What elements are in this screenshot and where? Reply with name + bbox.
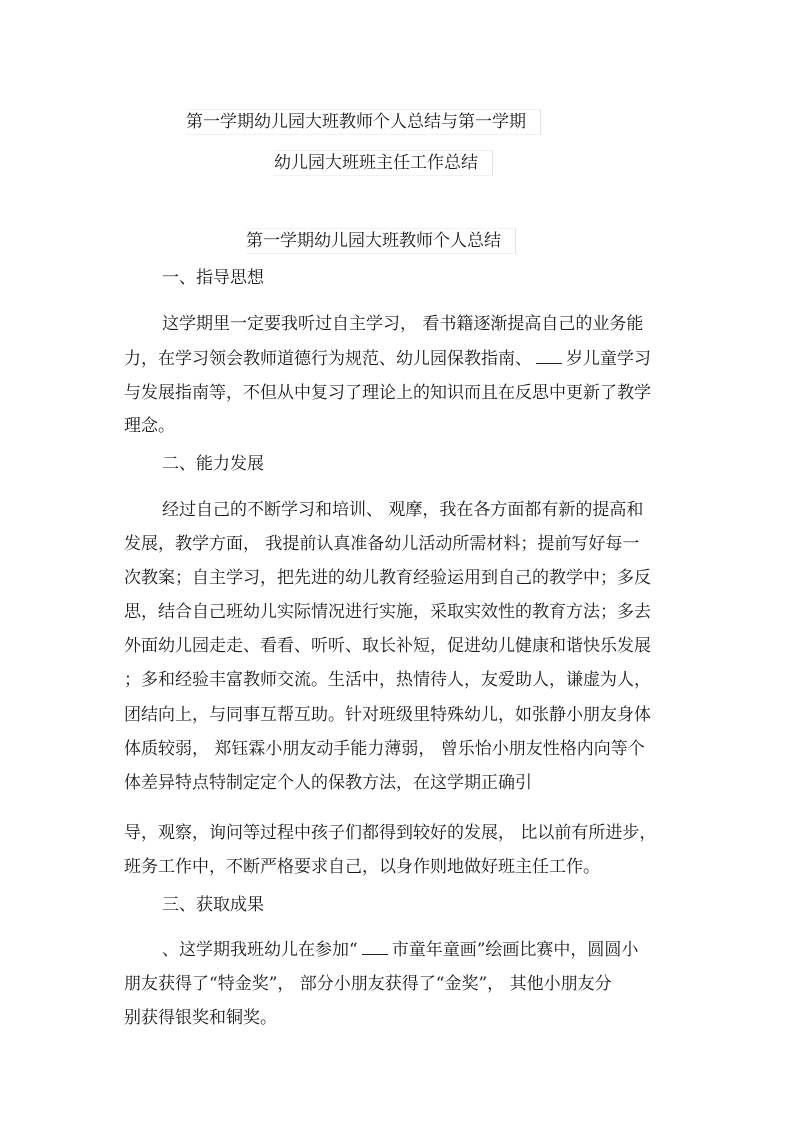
paragraph-2-line-6: ；多和经验丰富教师交流。生活中，热情待人，友爱助人，谦虚为人， — [124, 670, 651, 690]
paragraph-2-line-4: 思，结合自己班幼儿实际情况进行实施，采取实效性的教育方法；多去 — [124, 602, 651, 622]
blank-underline — [536, 349, 562, 364]
paragraph-1-line-1: 这学期里一定要我听过自主学习， 看书籍逐渐提高自己的业务能 — [162, 314, 644, 334]
paragraph-4-line-3: 别获得银奖和铜奖。 — [124, 1008, 277, 1028]
paragraph-1-line-3: 与发展指南等，不但从中复习了理论上的知识而且在反思中更新了教学 — [124, 383, 651, 403]
paragraph-1-line-4: 理念。 — [124, 416, 175, 436]
paragraph-2-line-2: 发展，教学方面， 我提前认真准备幼儿活动所需材料；提前写好每一 — [124, 534, 640, 554]
paragraph-2-line-1: 经过自己的不断学习和培训、 观摩，我在各方面都有新的提高和 — [162, 500, 644, 520]
heading-ability-development: 二、能力发展 — [162, 454, 264, 474]
heading-guiding-thought: 一、指导思想 — [162, 268, 264, 288]
paragraph-3-line-1: 导，观察，询问等过程中孩子们都得到较好的发展， 比以前有所进步， — [124, 823, 657, 843]
title-line-1: 第一学期幼儿园大班教师个人总结与第一学期 — [186, 109, 541, 135]
title-line-2: 幼儿园大班班主任工作总结 — [274, 150, 493, 176]
paragraph-3-line-2: 班务工作中，不断严格要求自己，以身作则地做好班主任工作。 — [124, 857, 600, 877]
paragraph-1-line-2-text-b: 岁儿童学习 — [566, 349, 651, 369]
heading-achievements: 三、获取成果 — [162, 895, 264, 915]
paragraph-2-line-3: 次教案；自主学习，把先进的幼儿教育经验运用到自己的教学中；多反 — [124, 568, 651, 588]
paragraph-2-line-9: 体差异特点特制定定个人的保教方法，在这学期正确引 — [124, 773, 532, 793]
paragraph-1-line-2-text-a: 力，在学习领会教师道德行为规范、幼儿园保教指南、 — [124, 349, 532, 369]
paragraph-2-line-5: 外面幼儿园走走、看看、听听、取长补短，促进幼儿健康和谐快乐发展 — [124, 636, 651, 656]
section-title: 第一学期幼儿园大班教师个人总结 — [246, 228, 516, 254]
blank-underline — [362, 940, 388, 955]
paragraph-2-line-7: 团结向上，与同事互帮互助。针对班级里特殊幼儿，如张静小朋友身体 — [124, 705, 651, 725]
paragraph-1-line-2 — [124, 347, 651, 371]
paragraph-4-line-1-text-a: 、这学期我班幼儿在参加“ — [162, 940, 358, 960]
paragraph-4-line-1-text-b: 市童年童画”绘画比赛中，圆圆小 — [391, 940, 639, 960]
paragraph-4-line-2: 朋友获得了“特金奖”， 部分小朋友获得了“金奖”， 其他小朋友分 — [124, 974, 612, 994]
paragraph-4-line-1 — [162, 938, 638, 962]
paragraph-2-line-8: 体质较弱， 郑钰霖小朋友动手能力薄弱， 曾乐怡小朋友性格内向等个 — [124, 739, 645, 759]
